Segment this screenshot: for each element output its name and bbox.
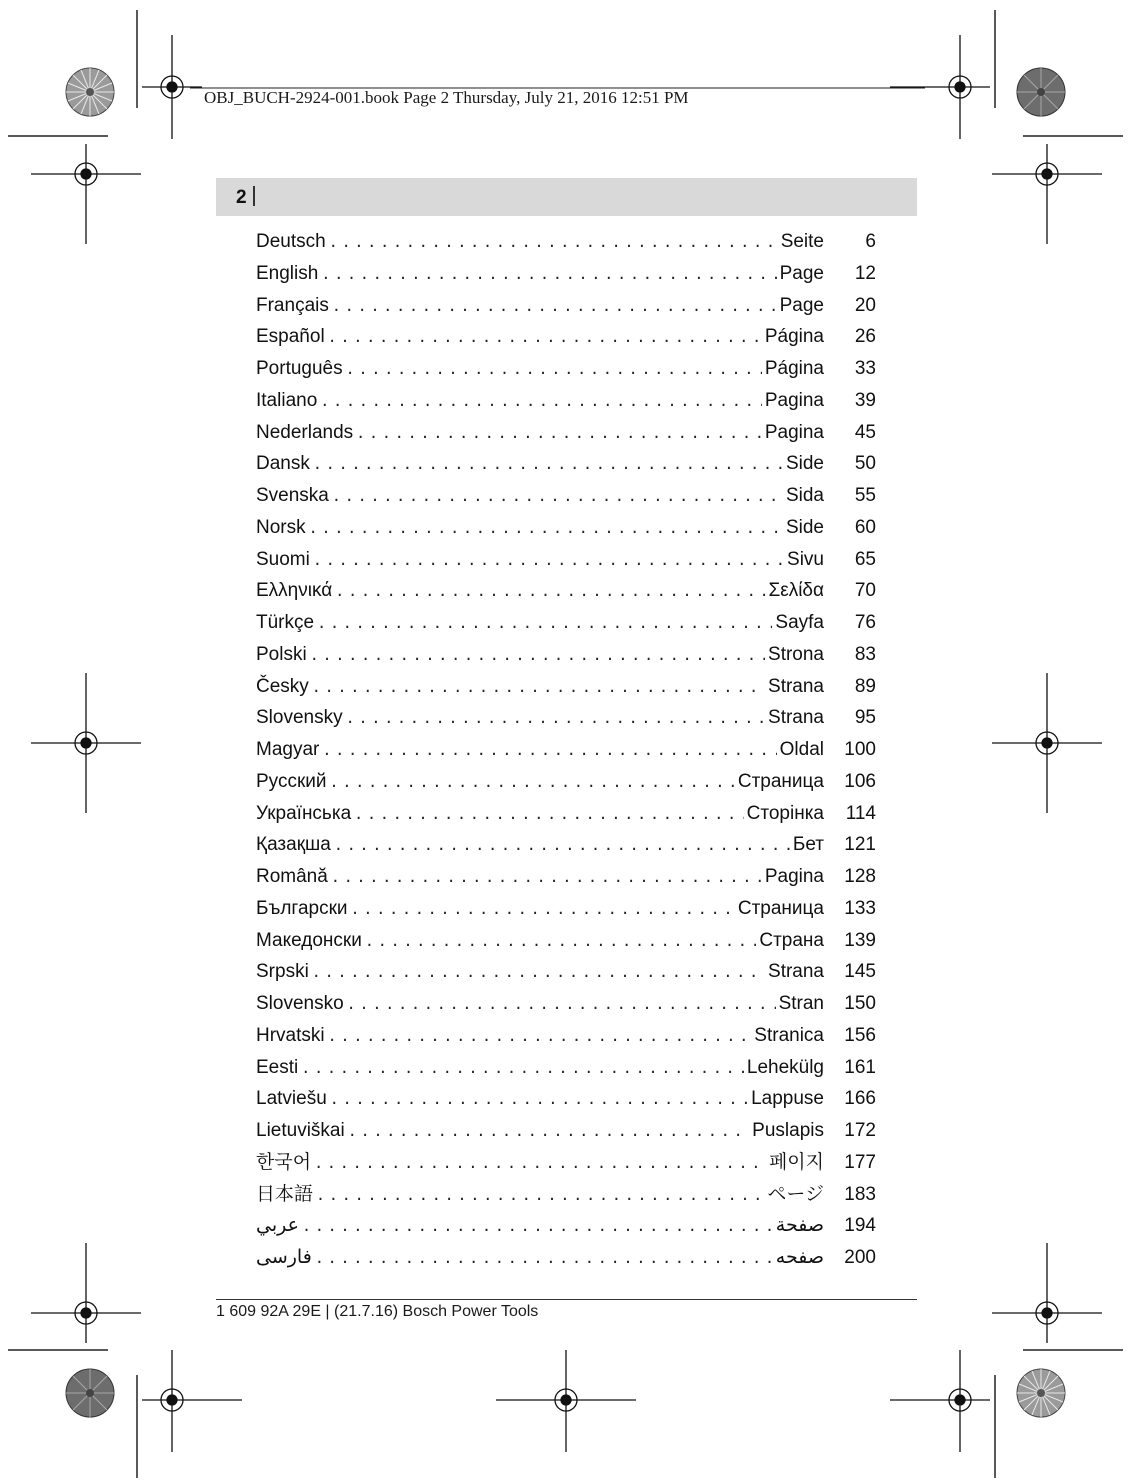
page-number-separator	[253, 186, 255, 206]
toc-page-number: 100	[844, 739, 876, 760]
toc-page-number: 156	[844, 1024, 876, 1046]
toc-page-number: 200	[844, 1247, 876, 1268]
toc-page-number: 12	[854, 262, 876, 284]
toc-language: 한국어	[256, 1151, 312, 1173]
toc-page-word: Seite	[780, 231, 824, 252]
toc-leader-dots	[347, 989, 776, 1020]
page-header-band	[216, 178, 917, 216]
density-wheel-icon	[1017, 1369, 1065, 1417]
toc-language: Dansk	[256, 453, 310, 475]
toc-language: Suomi	[256, 548, 310, 570]
toc-language: Srpski	[256, 961, 309, 983]
toc-leader-dots	[332, 481, 783, 512]
toc-page-number: 145	[844, 961, 876, 983]
toc-leader-dots	[315, 1243, 773, 1274]
toc-language: Magyar	[256, 739, 320, 760]
toc-page-word: Page	[779, 294, 824, 316]
toc-language: Slovensky	[256, 707, 343, 729]
toc-leader-dots	[330, 767, 735, 798]
toc-leader-dots	[309, 513, 783, 544]
toc-row	[256, 290, 876, 322]
toc-leader-dots	[330, 1084, 748, 1115]
toc-row	[256, 448, 876, 480]
toc-leader-dots	[346, 354, 762, 385]
toc-page-word: Strana	[768, 675, 824, 697]
toc-page-word: Side	[785, 453, 824, 475]
toc-row	[256, 829, 876, 861]
toc-row	[256, 1147, 876, 1179]
toc-language: Deutsch	[256, 231, 326, 252]
toc-language: 日本語	[256, 1183, 314, 1205]
toc-page-number: 194	[844, 1215, 876, 1237]
toc-page-number: 76	[854, 612, 876, 633]
toc-row	[256, 1083, 876, 1115]
toc-row	[256, 956, 876, 988]
registration-target-icon	[890, 1350, 990, 1452]
toc-row	[256, 734, 876, 766]
toc-page-word: Stranica	[754, 1024, 824, 1046]
toc-page-word: Sida	[785, 485, 824, 506]
page-footer: 1 609 92A 29E | (21.7.16) Bosch Power Tools	[216, 1303, 539, 1320]
footer-rule	[216, 1299, 917, 1300]
toc-leader-dots	[320, 386, 762, 417]
toc-language: English	[256, 262, 319, 284]
toc-leader-dots	[328, 1021, 752, 1052]
toc-leader-dots	[351, 894, 735, 925]
toc-row	[256, 893, 876, 925]
toc-leader-dots	[329, 227, 778, 258]
registration-target-icon	[496, 1350, 636, 1452]
toc-language: Français	[256, 294, 329, 316]
toc-page-number: 133	[844, 897, 876, 919]
toc-leader-dots	[312, 957, 765, 988]
toc-language: Latviešu	[256, 1088, 327, 1110]
density-wheel-icon	[66, 68, 114, 116]
toc-page-word: Pagina	[764, 866, 824, 887]
toc-page-number: 89	[854, 675, 876, 697]
toc-page-word: Pagina	[764, 389, 824, 411]
toc-row	[256, 861, 876, 893]
toc-page-number: 55	[854, 485, 876, 506]
registration-target-icon	[31, 673, 141, 813]
toc-page-number: 95	[854, 707, 876, 729]
toc-leader-dots	[356, 418, 762, 449]
toc-page-word: Oldal	[779, 739, 824, 760]
toc-row	[256, 480, 876, 512]
page-number: 2	[236, 187, 247, 208]
toc-page-number: 20	[854, 294, 876, 316]
toc-row	[256, 639, 876, 671]
registration-target-icon	[890, 35, 990, 139]
toc-row	[256, 575, 876, 607]
toc-page-number: 166	[844, 1088, 876, 1110]
toc-row	[256, 321, 876, 353]
toc-language: Українська	[256, 802, 352, 824]
toc-page-word: Бет	[792, 834, 824, 856]
toc-language: Hrvatski	[256, 1024, 325, 1046]
toc-page-word: Sivu	[787, 548, 824, 570]
registration-target-icon	[142, 1350, 242, 1452]
toc-leader-dots	[328, 322, 762, 353]
toc-row	[256, 512, 876, 544]
toc-leader-dots	[321, 259, 776, 290]
toc-page-word: Pagina	[764, 421, 824, 443]
toc-language: Nederlands	[256, 421, 354, 443]
toc-language: Ελληνικά	[256, 580, 333, 602]
toc-row	[256, 925, 876, 957]
toc-page-number: 39	[854, 389, 876, 411]
toc-page-number: 121	[844, 834, 876, 856]
toc-leader-dots	[316, 1180, 764, 1211]
toc-page-number: 65	[854, 548, 876, 570]
toc-page-word: Stran	[778, 993, 824, 1014]
toc-leader-dots	[354, 799, 744, 830]
toc-page-word: Сторінка	[746, 802, 824, 824]
toc-leader-dots	[317, 608, 772, 639]
toc-row	[256, 988, 876, 1020]
registration-target-icon	[992, 673, 1102, 813]
toc-page-word: Sayfa	[775, 612, 824, 633]
toc-language: Svenska	[256, 485, 329, 506]
toc-language: فارسی	[256, 1247, 312, 1268]
toc-page-word: 페이지	[768, 1151, 824, 1173]
toc-page-word: ページ	[767, 1183, 824, 1205]
toc-page-word: صفحه	[775, 1247, 824, 1268]
toc-leader-dots	[346, 703, 765, 734]
toc-row	[256, 1052, 876, 1084]
toc-page-number: 128	[844, 866, 876, 887]
toc-row	[256, 417, 876, 449]
toc-language: Қазақша	[256, 834, 331, 856]
registration-target-icon	[992, 144, 1102, 244]
toc-leader-dots	[302, 1211, 773, 1242]
toc-language: Български	[256, 897, 348, 919]
toc-row	[256, 1179, 876, 1211]
toc-leader-dots	[348, 1116, 749, 1147]
toc-leader-dots	[313, 545, 784, 576]
toc-row	[256, 766, 876, 798]
density-wheel-icon	[1017, 68, 1065, 116]
toc-page-number: 177	[844, 1151, 876, 1173]
toc-row	[256, 385, 876, 417]
toc-language: Italiano	[256, 389, 318, 411]
toc-page-word: Strana	[768, 707, 824, 729]
toc-page-word: Page	[779, 262, 824, 284]
toc-page-word: Страна	[759, 929, 824, 951]
toc-language: عربي	[256, 1215, 299, 1237]
toc-page-word: Strana	[768, 961, 824, 983]
toc-row	[256, 544, 876, 576]
toc-page-number: 83	[854, 643, 876, 665]
registration-target-icon	[992, 1243, 1102, 1343]
toc-row	[256, 798, 876, 830]
toc-page-number: 139	[844, 929, 876, 951]
toc-page-number: 50	[854, 453, 876, 475]
toc-page-word: Side	[785, 516, 824, 538]
toc-page-word: Puslapis	[752, 1120, 824, 1141]
toc-leader-dots	[314, 1148, 766, 1179]
toc-page-number: 106	[844, 770, 876, 792]
print-header: OBJ_BUCH-2924-001.book Page 2 Thursday, July 21, 2016 12:51 PM	[204, 88, 689, 107]
toc-row	[256, 226, 876, 258]
toc-row	[256, 671, 876, 703]
toc-leader-dots	[335, 576, 765, 607]
toc-language: Česky	[256, 675, 309, 697]
toc-page-word: Strona	[768, 643, 824, 665]
toc-page-word: صفحة	[775, 1215, 824, 1237]
toc-page-word: Страница	[737, 770, 824, 792]
toc-leader-dots	[331, 862, 762, 893]
toc-page-word: Σελίδα	[768, 580, 824, 602]
toc-leader-dots	[334, 830, 790, 861]
toc-page-number: 33	[854, 358, 876, 379]
toc-leader-dots	[310, 640, 765, 671]
toc-page-number: 60	[854, 516, 876, 538]
toc-row	[256, 702, 876, 734]
toc-page-number: 45	[854, 421, 876, 443]
toc-row	[256, 353, 876, 385]
toc-language: Türkçe	[256, 612, 315, 633]
toc-page-number: 114	[845, 802, 876, 824]
toc-leader-dots	[313, 449, 783, 480]
toc-language: Polski	[256, 643, 307, 665]
toc-page-word: Lehekülg	[746, 1056, 824, 1078]
registration-target-icon	[31, 144, 141, 244]
toc-row	[256, 258, 876, 290]
toc-row	[256, 1210, 876, 1242]
registration-target-icon	[142, 35, 202, 139]
toc-page-word: Página	[764, 358, 824, 379]
toc-language: Македонски	[256, 929, 362, 951]
table-of-contents	[256, 226, 876, 1274]
toc-language: Lietuviškai	[256, 1120, 345, 1141]
toc-page-number: 70	[854, 580, 876, 602]
toc-row	[256, 607, 876, 639]
toc-language: Русский	[256, 770, 327, 792]
toc-leader-dots	[332, 291, 777, 322]
registration-target-icon	[31, 1243, 141, 1343]
toc-language: Eesti	[256, 1056, 299, 1078]
toc-leader-dots	[365, 926, 757, 957]
toc-page-number: 26	[854, 326, 876, 348]
toc-page-number: 161	[844, 1056, 876, 1078]
toc-language: Slovensko	[256, 993, 344, 1014]
toc-page-word: Страница	[737, 897, 824, 919]
toc-page-word: Lappuse	[751, 1088, 824, 1110]
toc-language: Español	[256, 326, 325, 348]
toc-leader-dots	[301, 1053, 744, 1084]
toc-page-number: 150	[844, 993, 876, 1014]
toc-leader-dots	[312, 672, 765, 703]
density-wheel-icon	[66, 1369, 114, 1417]
toc-page-number: 183	[844, 1183, 876, 1205]
toc-row	[256, 1020, 876, 1052]
toc-language: Português	[256, 358, 343, 379]
toc-language: Română	[256, 866, 328, 887]
toc-page-number: 172	[844, 1120, 876, 1141]
toc-row	[256, 1242, 876, 1274]
toc-page-word: Página	[764, 326, 824, 348]
toc-language: Norsk	[256, 516, 306, 538]
toc-row	[256, 1115, 876, 1147]
toc-leader-dots	[322, 735, 776, 766]
toc-page-number: 6	[865, 231, 876, 252]
